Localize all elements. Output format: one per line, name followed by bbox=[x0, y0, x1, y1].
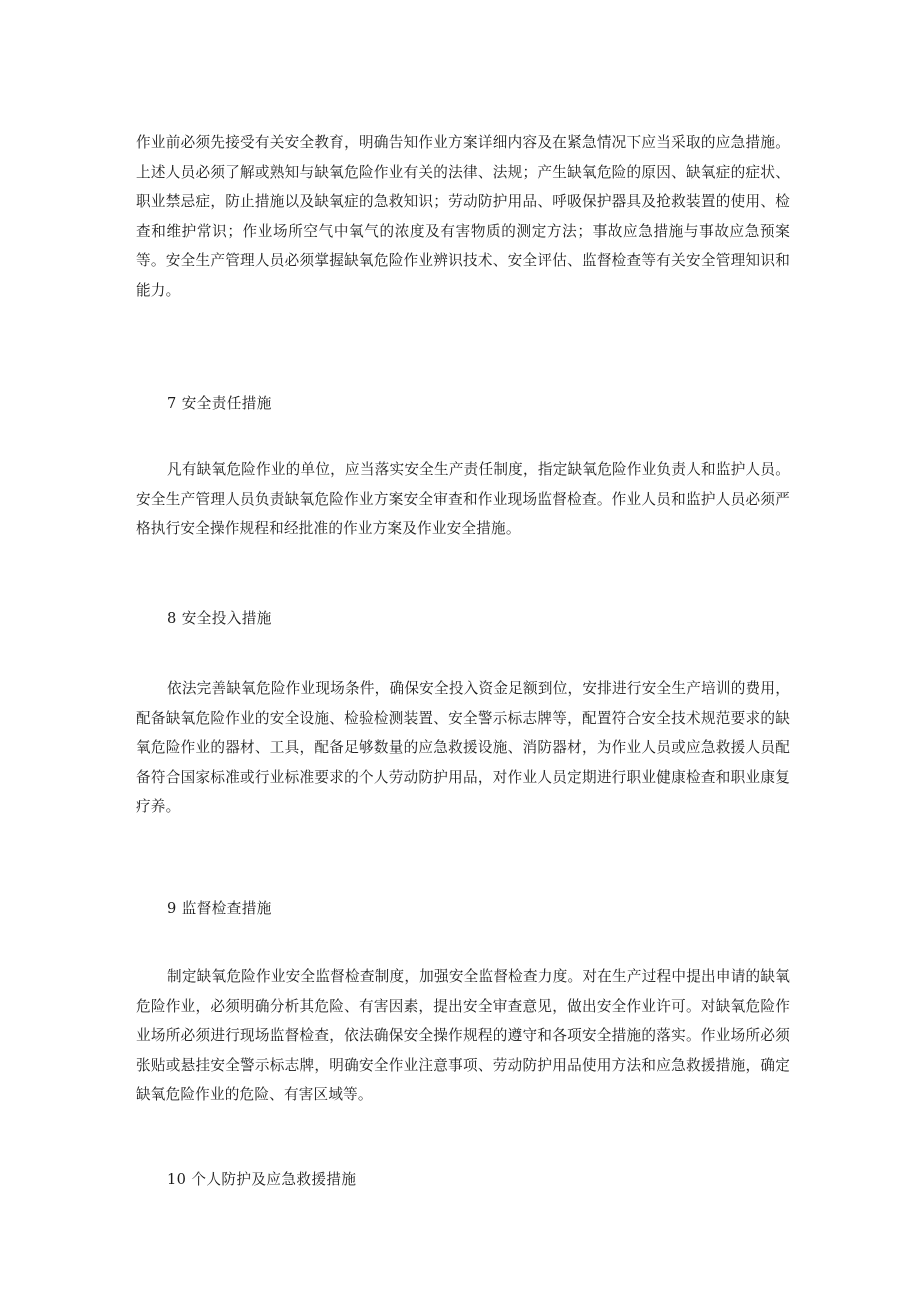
section-heading-8: 8 安全投入措施 bbox=[167, 610, 272, 627]
section-7-paragraph: 凡有缺氧危险作业的单位，应当落实安全生产责任制度，指定缺氧危险作业负责人和监护人员。安全生产管理人员负责缺氧危险作业方案安全审查和作业现场监督检查。作业人员和监护人员必须严格执行安全操作规程和经批准的作业方案及作业安全措施。 bbox=[136, 461, 790, 537]
intro-paragraph: 作业前必须先接受有关安全教育，明确告知作业方案详细内容及在紧急情况下应当采取的应急措施。上述人员必须了解或熟知与缺氧危险作业有关的法律、法规；产生缺氧危险的原因、缺氧症的症状、职业禁忌症，防止措施以及缺氧症的急救知识；劳动防护用品、呼吸保护器具及抢救装置的使用、检查和维护常识；作业场所空气中氧气的浓度及有害物质的测定方法；事故应急措施与事故应急预案等。安全生产管理人员必须掌握缺氧危险作业辨识技术、安全评估、监督检查等有关安全管理知识和能力。 bbox=[136, 134, 790, 299]
section-heading-10: 10 个人防护及应急救援措施 bbox=[167, 1171, 357, 1188]
section-heading-9: 9 监督检查措施 bbox=[167, 900, 272, 917]
section-8-paragraph: 依法完善缺氧危险作业现场条件，确保安全投入资金足额到位，安排进行安全生产培训的费用，配备缺氧危险作业的安全设施、检验检测装置、安全警示标志牌等，配置符合安全技术规范要求的缺氧危险作业的器材、工具，配备足够数量的应急救援设施、消防器材，为作业人员或应急救援人员配备符合国家标准或行业标准要求的个人劳动防护用品，对作业人员定期进行职业健康检查和职业康复疗养。 bbox=[136, 680, 790, 815]
section-heading-7: 7 安全责任措施 bbox=[167, 395, 272, 412]
section-9-paragraph: 制定缺氧危险作业安全监督检查制度，加强安全监督检查力度。对在生产过程中提出申请的缺氧危险作业，必须明确分析其危险、有害因素，提出安全审查意见，做出安全作业许可。对缺氧危险作业场所必须进行现场监督检查，依法确保安全操作规程的遵守和各项安全措施的落实。作业场所必须张贴或悬挂安全警示标志牌，明确安全作业注意事项、劳动防护用品使用方法和应急救援措施，确定缺氧危险作业的危险、有害区域等。 bbox=[136, 968, 790, 1103]
